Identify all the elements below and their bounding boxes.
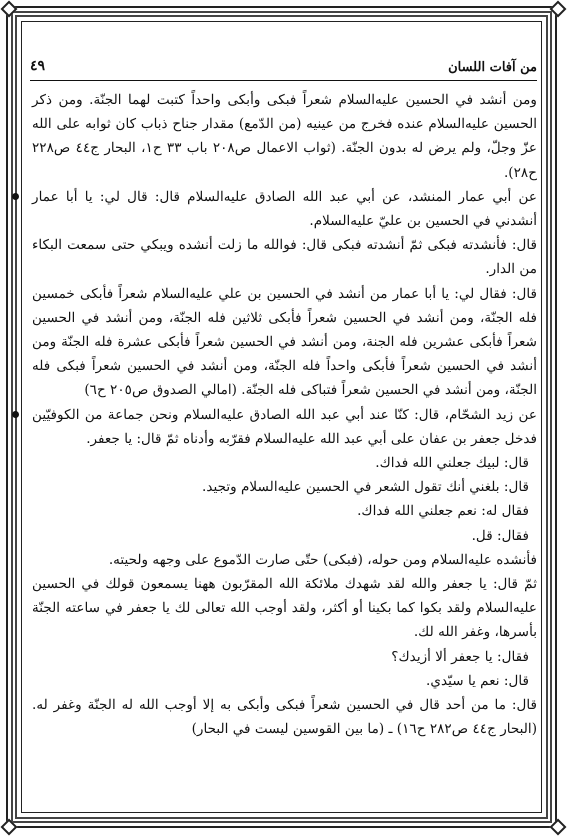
paragraph-text: ثمّ قال: يا جعفر والله لقد شهدك ملائكة الله المقرّبون ههنا يسمعون قولك في الحسين عليه‌السلام ولقد بكوا كما بكينا أو أكثر، ولقد أوجب الله تعالى لك يا جعفر في ساعته الجنّة بأسرها، وغفر الله لك. [32, 576, 537, 641]
page-number: ٤٩ [30, 58, 46, 74]
paragraph-text: فقال له: نعم جعلني الله فداك. [357, 503, 529, 520]
bulleted-paragraph [32, 185, 537, 233]
bullet-icon [12, 193, 19, 200]
paragraph-text: فقال: يا جعفر ألا أزيدك؟ [391, 648, 529, 665]
paragraph [32, 572, 537, 645]
paragraph [32, 645, 537, 669]
paragraph-text: فأنشده عليه‌السلام ومن حوله، (فبكى) حتّى صارت الدّموع على وجهه ولحيته. [108, 551, 537, 568]
paragraph [32, 524, 537, 548]
paragraph-text: قال: لبيك جعلني الله فداك. [375, 455, 529, 472]
page-header [30, 58, 537, 80]
paragraph-text: قال: نعم يا سيّدي. [426, 672, 529, 689]
paragraph-text: فقال: قل. [471, 527, 529, 544]
paragraph [32, 548, 537, 572]
paragraph-text: قال: فأنشدته فبكى ثمّ أنشدته فبكى قال: فوالله ما زلت أنشده ويبكي حتى سمعت البكاء من الدار. [32, 237, 537, 278]
paragraph-text: قال: بلغني أنك تقول الشعر في الحسين عليه‌السلام وتجيد. [202, 479, 529, 496]
paragraph [32, 669, 537, 693]
paragraph [32, 499, 537, 523]
paragraph-text: قال: ما من أحد قال في الحسين شعراً فبكى وأبكى به إلا أوجب الله له الجنّة وغفر له. (البحار ج٤٤ ص٢٨٢ ح١٦) ـ (ما بين القوسين ليست في البحار) [32, 697, 537, 738]
paragraph [32, 282, 537, 403]
running-title: من آفات اللسان [448, 60, 537, 75]
paragraph [32, 88, 537, 185]
header-rule [30, 80, 537, 81]
bullet-icon [12, 411, 19, 418]
paragraph [32, 451, 537, 475]
bulleted-paragraph [32, 403, 537, 451]
paragraph-text: ومن أنشد في الحسين عليه‌السلام شعراً فبكى وأبكى واحداً كتبت لهما الجنّة. ومن ذكر الحسين عليه‌السلام عنده فخرج من عينيه (من الدّمع) مقدار جناح ذباب كان ثوابه على الله عزّ وجلّ، ولم يرض له بدون الجنّة. (ثواب الاعمال ص٢٠٨ باب ٣٣ ح١، البحار ج٤٤ ص٢٢٨ ح٢٨). [32, 92, 537, 181]
paragraph [32, 693, 537, 741]
paragraph-text: قال: فقال لي: يا أبا عمار من أنشد في الحسين بن علي عليه‌السلام شعراً فأبكى خمسين فله الجنّة، ومن أنشد في الحسين شعراً فأبكى ثلاثين فله الجنّة، ومن أنشد في الحسين شعراً فأبكى عشرين فله الجنة، ومن أنشد في الحسين شعراً فأبكى عشرة فله الجنّة ومن أنشد في الحسين شعراً فأبكى واحداً فله الجنّة، ومن أنشد في الحسين شعراً فبكى فله الجنّة، ومن أنشد في الحسين شعراً فتباكى فله الجنّة. (امالي الصدوق ص٢٠٥ ح٦) [32, 285, 537, 399]
paragraph-text: عن أبي عمار المنشد، عن أبي عبد الله الصادق عليه‌السلام قال: قال لي: يا أبا عمار أنشدني في الحسين بن عليّ عليه‌السلام. [32, 188, 537, 230]
paragraph [32, 475, 537, 499]
paragraph-text: عن زيد الشحّام، قال: كنّا عند أبي عبد الله الصادق عليه‌السلام ونحن جماعة من الكوفيّين فدخل جعفر بن عفان على أبي عبد الله عليه‌السلام فقرّبه وأدناه ثمّ قال: يا جعفر. [32, 406, 537, 447]
paragraph [32, 233, 537, 281]
page-body [32, 88, 537, 741]
